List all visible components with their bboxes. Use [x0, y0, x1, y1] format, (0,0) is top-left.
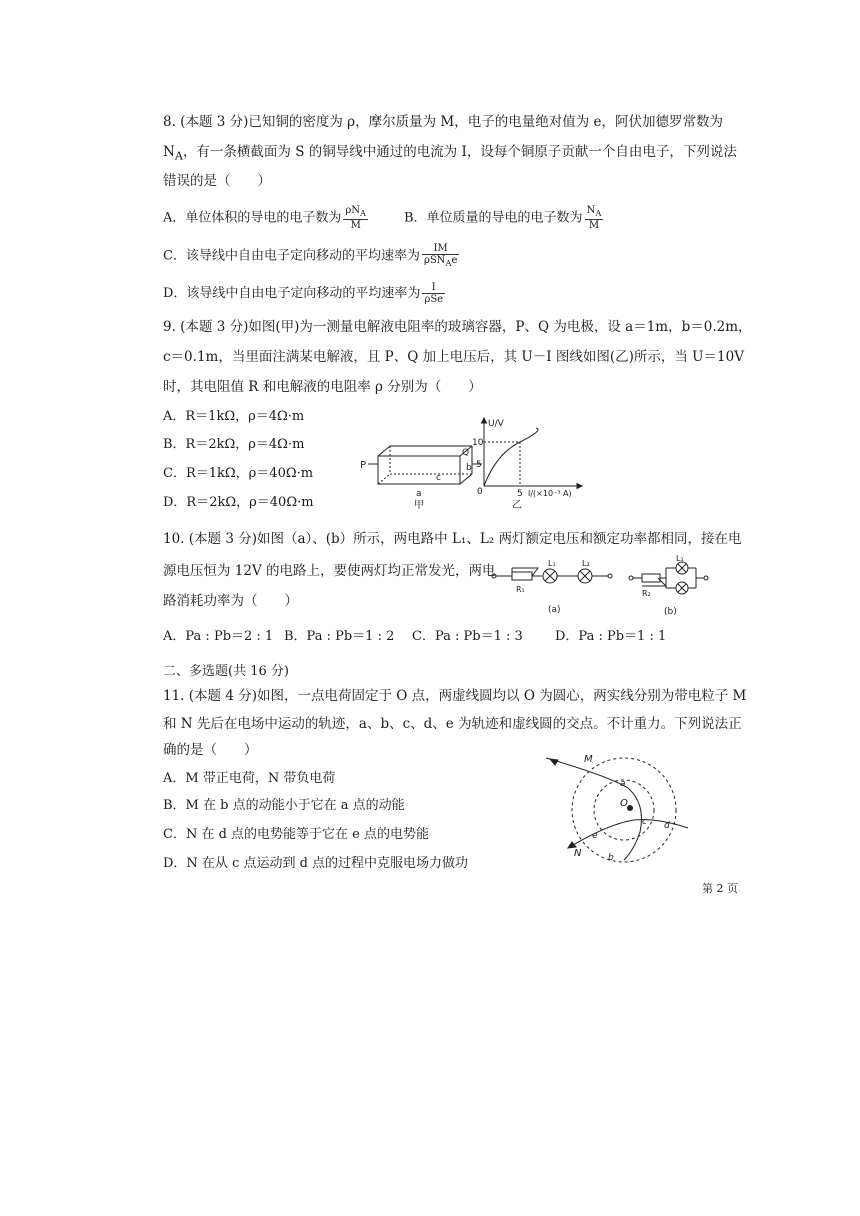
q11-line-1: 11. (本题 4 分)如图，一点电荷固定于 O 点，两虚线圆均以 O 为圆心，两实线分别为带电粒子 M — [163, 688, 747, 704]
charge-point-o — [627, 805, 633, 811]
q8-line-3: 错误的是（ ） — [163, 173, 271, 189]
graph-tick-5x: 5 — [517, 489, 523, 499]
label-b-point: b — [608, 853, 614, 863]
q8-option-c-fraction — [422, 243, 459, 269]
q10-option-c[interactable]: C．Pa : Pb＝1 : 3 — [412, 629, 523, 644]
circuit-b-figure — [628, 554, 710, 616]
q11-option-b[interactable]: B．M 在 b 点的动能小于它在 a 点的动能 — [163, 798, 405, 813]
q8-option-a[interactable] — [163, 205, 368, 231]
q8-a-num-sub: A — [360, 208, 367, 218]
q8-a-num: ρN — [345, 205, 361, 216]
section-heading-multiple-choice: 二、多选题(共 16 分) — [163, 664, 289, 679]
q8-d-den: ρSe — [424, 294, 444, 305]
q8-option-a-text: A．单位体积的导电的电子数为 — [163, 210, 342, 226]
q8-b-den: M — [588, 220, 600, 231]
label-b: b — [466, 463, 472, 473]
circuit-a-label-l1: L₁ — [548, 559, 556, 568]
q8-option-b[interactable] — [404, 205, 603, 231]
label-c: c — [436, 473, 441, 483]
container-figure — [358, 440, 488, 512]
q8-na-sub: A — [174, 149, 183, 163]
q11-option-d[interactable]: D．N 在从 c 点运动到 d 点的过程中克服电场力做功 — [163, 856, 469, 871]
q8-line-1: 8. (本题 3 分)已知铜的密度为 ρ，摩尔质量为 M，电子的电量绝对值为 e，阿伏加德罗常数为 — [163, 114, 723, 130]
label-m: M — [584, 754, 593, 765]
electric-field-figure — [538, 748, 700, 872]
caption-jia: 甲 — [414, 500, 424, 511]
q10-option-b[interactable]: B．Pa : Pb＝1 : 2 — [284, 629, 395, 644]
q10-line-1: 10. (本题 3 分)如图（a）、(b）所示，两电路中 L₁、L₂ 两灯额定电压和额定功率都相同，接在电 — [163, 531, 742, 547]
q9-option-d[interactable]: D．R＝2kΩ，ρ＝40Ω·m — [163, 495, 314, 510]
q9-option-a[interactable]: A．R＝1kΩ，ρ＝4Ω·m — [163, 409, 305, 424]
q8-option-d-fraction — [422, 282, 445, 305]
q8-c-num: IM — [422, 243, 459, 255]
q8-line-2 — [163, 143, 737, 166]
q9-line-1: 9. (本题 3 分)如图(甲)为一测量电解液电阻率的玻璃容器，P、Q 为电极，设 a＝1m，b＝0.2m， — [163, 319, 752, 335]
q11-option-a[interactable]: A．M 带正电荷，N 带负电荷 — [163, 771, 336, 786]
graph-tick-10: 10 — [472, 438, 484, 448]
graph-axis-x: I/(×10⁻³ A) — [528, 489, 572, 498]
q8-na: N — [163, 144, 175, 160]
graph-tick-5y: 5 — [476, 460, 482, 470]
q8-option-c[interactable] — [163, 243, 459, 269]
q8-c-den: ρSN — [423, 255, 446, 266]
label-n: N — [574, 848, 582, 859]
ui-graph-figure — [472, 414, 592, 510]
q11-line-2: 和 N 先后在电场中运动的轨迹，a、b、c、d、e 为轨迹和虚线圆的交点。不计重力。下列说法正 — [163, 716, 742, 732]
q9-line-3: 时，其电阻值 R 和电解液的电阻率 ρ 分别为（ ） — [163, 379, 482, 395]
circuit-a-label-r1: R₁ — [516, 585, 525, 594]
label-o: O — [620, 798, 628, 809]
q8-d-num: I — [422, 282, 445, 294]
q11-line-3: 确的是（ ） — [163, 742, 258, 758]
caption-yi: 乙 — [512, 500, 522, 510]
q9-option-b[interactable]: B．R＝2kΩ，ρ＝4Ω·m — [163, 437, 305, 452]
label-q: Q — [462, 448, 470, 458]
circuit-a-figure — [490, 556, 630, 616]
circuit-b-label-r2: R₂ — [642, 589, 651, 598]
q10-option-d[interactable]: D．Pa : Pb＝1 : 1 — [555, 629, 667, 644]
q8-c-den-tail: e — [451, 255, 458, 266]
label-e-point: e — [592, 831, 598, 841]
q9-line-2: c＝0.1m，当里面注满某电解液，且 P、Q 加上电压后，其 U－I 图线如图(乙)所示，当 U＝10V — [163, 349, 744, 365]
circuit-b-caption: (b) — [664, 607, 677, 616]
q8-line-2-rest: ，有一条横截面为 S 的铜导线中通过的电流为 I，设每个铜原子贡献一个自由电子，下列说法 — [182, 144, 737, 160]
circuit-a-caption: (a) — [548, 605, 561, 615]
graph-origin: 0 — [477, 487, 483, 497]
q8-b-num: N — [586, 205, 596, 216]
q8-c-den-sub: A — [445, 258, 452, 268]
page-number: 第 2 页 — [702, 882, 738, 895]
q8-b-num-sub: A — [595, 208, 602, 218]
q8-option-d[interactable] — [163, 282, 445, 305]
q10-line-3: 路消耗功率为（ ） — [163, 593, 298, 609]
q8-option-b-text: B．单位质量的导电的电子数为 — [404, 210, 583, 226]
circuit-b-label-l1: L₁ — [676, 554, 684, 563]
q8-option-a-fraction — [343, 205, 368, 231]
q10-option-a[interactable]: A．Pa : Pb＝2 : 1 — [163, 629, 274, 644]
q10-line-2: 源电压恒为 12V 的电路上，要使两灯均正常发光，两电 — [163, 563, 496, 579]
circuit-a-label-l2: L₂ — [582, 559, 590, 568]
q9-option-c[interactable]: C．R＝1kΩ，ρ＝40Ω·m — [163, 466, 314, 481]
q8-option-b-fraction — [585, 205, 604, 231]
label-c-point: c — [642, 817, 647, 827]
graph-axis-y: U/V — [488, 419, 504, 429]
q8-option-d-text: D．该导线中自由电子定向移动的平均速率为 — [163, 286, 421, 301]
label-p: P — [360, 460, 367, 471]
q11-option-c[interactable]: C．N 在 d 点的电势能等于它在 e 点的电势能 — [163, 827, 429, 842]
label-a: a — [416, 489, 422, 499]
q8-a-den: M — [350, 220, 361, 231]
label-d-point: d — [664, 821, 670, 831]
label-a-point: a — [620, 779, 626, 789]
q8-option-c-text: C．该导线中自由电子定向移动的平均速率为 — [163, 248, 420, 264]
